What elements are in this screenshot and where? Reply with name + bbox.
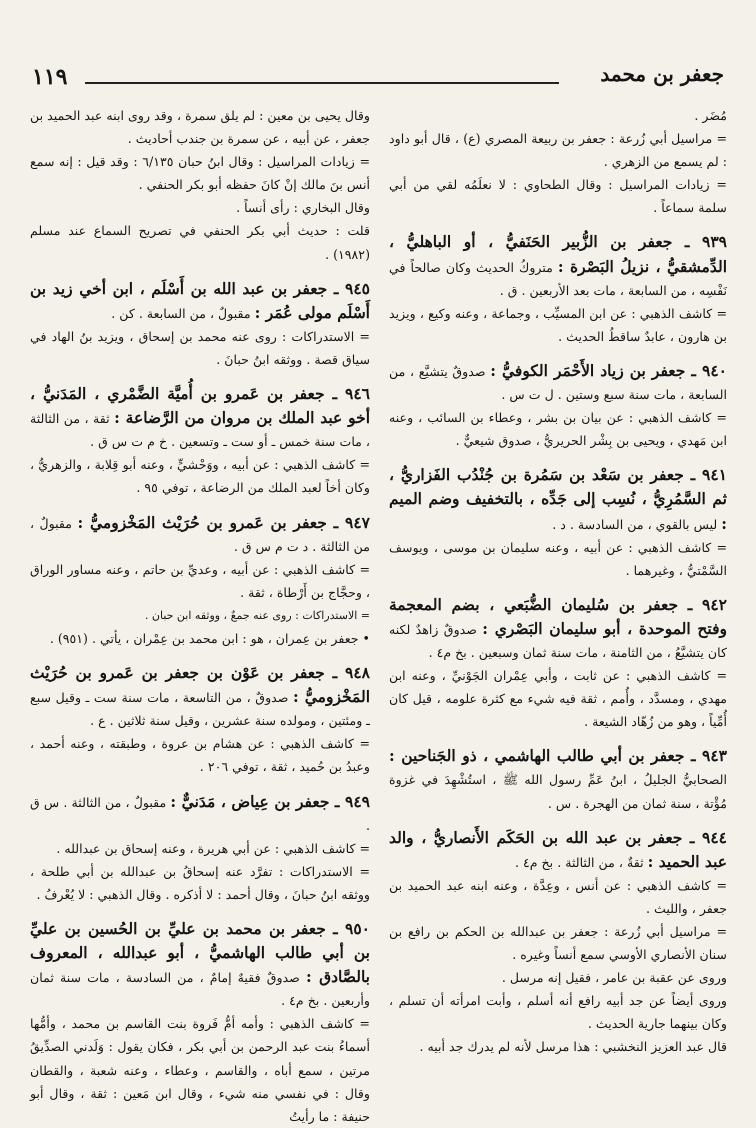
entry-body: صدوقٌ فقيهٌ إمامٌ ، من السادسة ، مات سنة ثمان وأربعين . بخ م٤ . (30, 970, 370, 1009)
entry-heading: ٩٤٦ ـ جعفر بن عَمرو بن أُميَّة الضَّمْري ، المَدَنيُّ ، أخو عبد الملك بن مروان من الرَّضاعة : (30, 384, 370, 428)
page-header (30, 62, 726, 96)
entry-body: الصحابيُّ الجليلُ ، ابنُ عَمِّ رسول الله ﷺ ، استُشْهِدَ في غزوة مُؤْتة ، سنة ثمان من الهجرة . س . (389, 772, 727, 811)
header-rule (85, 82, 559, 84)
paragraph: قال عبد العزيز النخشبي : هذا مرسل لأنه لم يدرك جد أبيه . (419, 1039, 727, 1055)
paragraph: = كاشف الذهبي : عن ثابت ، وأبي عِمْران الجَوْنيِّ ، وعنه ابن مهدي ، ومسدَّد ، وأُمم ، ثقة فيه شيء مع كثرة علومه ، قيل كان أُمِّياً ، وهو من زُهّاد الشيعة . (389, 668, 727, 730)
left-column (30, 104, 371, 1124)
entry-body: ثقة ، من الثالثة ، مات سنة خمس ـ أو ست ـ وتسعين . خ م ت س ق . (30, 411, 370, 450)
paragraph: = زيادات المراسيل : وقال الطحاوي : لا نعلَمُه لقي من أبي سلمة سماعاً . (389, 177, 727, 216)
paragraph: = زيادات المراسيل : وقال ابنُ حبان ٦/١٣٥ : وقد قيل : إنه سمع أنس بنَ مالك إنْ كانَ حفظه أبو بكر الحنفي . (30, 154, 371, 193)
paragraph: قلت : حديث أبي بكر الحنفي في تصريح السماع عند مسلم (١٩٨٢) . (30, 223, 370, 262)
running-head: جعفر بن محمد (600, 62, 724, 86)
entry-heading: ٩٤٥ ـ جعفر بن عبد الله بن أَسْلَم ، ابن أخي زيد بن أَسْلَم مولى عُمَر : (30, 278, 370, 322)
paragraph: = مراسيل أبي زُرعة : جعفر بن عبدالله بن الحكم بن رافع بن سنان الأنصاري الأوسي سمع أنساً وغيره . (389, 924, 727, 963)
entry-body: مقبولٌ ، من السابعة . كن . (111, 305, 255, 321)
entry-heading: ٩٤٢ ـ جعفر بن سُليمان الضُّبَعي ، بضم المعجمة وفتح الموحدة ، أبو سليمان البَصْري : (389, 594, 727, 638)
entry-heading: ٩٤٧ ـ جعفر بن عَمرو بن حُرَيْث المَخْزوميُّ : (77, 512, 370, 532)
entry-paragraph (389, 359, 727, 406)
entry-body: صدوقٌ يتشيَّع ، من السابعة ، مات سنة سبع وستين . ل ت س . (389, 363, 727, 403)
paragraph: مُضَر . (694, 108, 727, 123)
paragraph: وروى عن عقبة بن عامر ، فقيل إنه مرسل . (501, 970, 727, 986)
paragraph: وروى أيضاً عن جد أبيه رافع أنه أسلم ، وأبت امرأته أن تسلم ، وكان بينهما جارية الحديث . (389, 993, 727, 1032)
paragraph: = الاستدراكات : روى عنه محمد بن إسحاق ، ويزيد بنُ الهاد في سياق قصة . ووثقه ابنُ حبانَ . (30, 328, 370, 367)
entry-heading: ٩٤٠ ـ جعفر بن زياد الأَحْمَر الكوفيُّ : (490, 360, 727, 380)
paragraph: وقال البخاري : رأى أنساً . (236, 200, 370, 216)
entry-body: ليس بالقوي ، من السادسة . د . (552, 516, 722, 532)
entry-paragraph (30, 382, 370, 453)
paragraph: = مراسيل أبي زُرعة : جعفر بن ربيعة المصري (ع) ، قال أبو داود : لم يسمع من الزهري . (389, 131, 727, 170)
entry-body: مقبولٌ ، من الثالثة . س ق . (30, 794, 370, 833)
entry-body: مقبولٌ ، من الثالثة . د ت م س ق . (30, 515, 370, 554)
paragraph: = كاشف الذهبي : عن أنس ، وعِدَّة ، وعنه ابنه عبد الحميد بن جعفر ، والليث . (389, 877, 727, 916)
paragraph: = كاشف الذهبي : عن أبيه ، وعديِّ بن حاتم ، وعنه مساور الوراق ، وحجَّاج بن أَرْطاة ، ثقة . (30, 561, 370, 600)
paragraph: • جعفر بن عِمران ، هو : ابن محمد بن عِمْران ، يأتي . (٩٥١) . (49, 630, 370, 646)
paragraph: = كاشف الذهبي : وأمه أمُّ فَروة بنت القاسم بن محمد ، وأمُّها أسماءُ بنت عبد الرحمن بن أبي بكر ، فكان يقول : وَلَدني الصدِّيقُ مرتين ، سمع أباه ، والقاسم ، وعطاء ، وعنه شعبة ، والقطان وقال : في نفسي منه شيء ، وقال ابن مَعين : ثقة ، وقال أبو حنيفة : ما رأيتُ (30, 1016, 370, 1124)
entry-body: متروكُ الحديث وكان صالحاً في نَفْسِه ، من السابعة ، مات بعد الأربعين . ق . (389, 259, 727, 298)
paragraph: = كاشف الذهبي : عن ابن المسيِّب ، وجماعة ، وعنه وكيع ، ويزيد بن هارون ، عابدٌ ساقطُ الحديث . (389, 305, 727, 344)
entry-heading: ٩٣٩ ـ جعفر بن الزُّبير الحَنَفيُّ ، أو الباهليُّ ، الدِّمشقيُّ ، نزيلُ البَصْرة : (389, 232, 728, 276)
paragraph: = كاشف الذهبي : عن هشام بن عروة ، وطبقته ، وعنه أحمد ، وعبدُ بن حُميد ، ثقة ، توفي ٢٠٦ . (30, 736, 370, 775)
entry-body: صدوقٌ زاهدٌ لكنه كان يتشيَّعُ ، من الثامنة ، مات سنة ثمان وسبعين . بخ م٤ . (389, 621, 727, 660)
entry-paragraph (30, 511, 370, 558)
paragraph: = كاشف الذهبي : عن أبي هريرة ، وعنه إسحاق بن عبدالله . (56, 840, 370, 856)
entry-heading: ٩٤٤ ـ جعفر بن عبد الله بن الحَكَم الأَنصاريُّ ، والد عبد الحميد : (389, 827, 727, 871)
entry-paragraph (389, 230, 727, 301)
paragraph: = كاشف الذهبي : عن أبيه ، وعنه سليمان بن موسى ، ويوسف السَّمْتيُّ ، وغيرهما . (389, 539, 727, 578)
paragraph: وقال يحيى بن معين : لم يلق سمرة ، وقد روى ابنه عبد الحميد بن جعفر ، عن أبيه ، عن سمرة بن جندب أحاديث . (30, 108, 370, 147)
page-number: ١١٩ (32, 64, 68, 90)
entry-heading: ٩٤١ ـ جعفر بن سَعْد بن سَمُرة بن جُنْدُب الفَزاريُّ ، ثم السَّمُرِيُّ ، نُسِب إلى جَدِّه ، بالتخفيف وضم الميم : (389, 465, 727, 533)
entry-paragraph (389, 826, 727, 874)
entry-paragraph (30, 277, 370, 325)
right-column (389, 104, 727, 1092)
entry-paragraph (30, 917, 370, 1012)
entry-heading: ٩٤٩ ـ جعفر بن عِياض ، مَدَنيٌّ : (170, 791, 370, 811)
entry-paragraph (389, 463, 727, 535)
paragraph: = الاستدراكات : تفرَّد عنه إسحاقُ بن عبدالله بن أبي طلحة ، ووثقه ابنُ حبانَ ، وقال أحمد : لا أذكره . وقال الذهبي : لا يُعْرفُ . (30, 863, 370, 902)
entry-heading: ٩٥٠ ـ جعفر بن محمد بن عليِّ بن الحُسين بن عليِّ بن أبي طالب الهاشميُّ ، أبو عبدالله ، المعروف بالصَّادق : (30, 919, 370, 987)
entry-paragraph (30, 661, 370, 732)
entry-body: صدوقٌ ، من التاسعة ، مات سنة ست ـ وقيل سبع ـ ومئتين ، ومولده سنة عشرين ، وقيل سنة ثلاثين . ع . (30, 690, 370, 729)
paragraph: = كاشف الذهبي : عن أبيه ، ووَحْشيٍّ ، وعنه أبو قِلابة ، والزهريُّ ، وكان أخاً لعبد الملك من الرضاعة ، توفي ٩٥ . (30, 457, 370, 496)
entry-body: ثقةٌ ، من الثالثة . بخ م٤ . (514, 854, 648, 870)
entry-paragraph (389, 744, 727, 814)
paragraph: = الاستدراكات : روى عنه جمعٌ ، ووثقه ابن حبان . (144, 608, 370, 622)
entry-heading: ٩٤٨ ـ جعفر بن عَوْن بن جعفر بن عَمرو بن حُرَيْث المَخْزوميُّ : (30, 663, 370, 707)
paragraph: = كاشف الذهبي : عن بيان بن بشر ، وعطاء بن السائب ، وعنه ابن مَهدي ، ويحيى بن بِشْر الحريريُّ ، صدوق شيعيٌّ . (389, 410, 727, 449)
entry-paragraph (389, 593, 727, 664)
entry-paragraph (30, 790, 370, 837)
entry-heading: ٩٤٣ ـ جعفر بن أبي طالب الهاشمي ، ذو الجَناحين : (389, 746, 727, 766)
